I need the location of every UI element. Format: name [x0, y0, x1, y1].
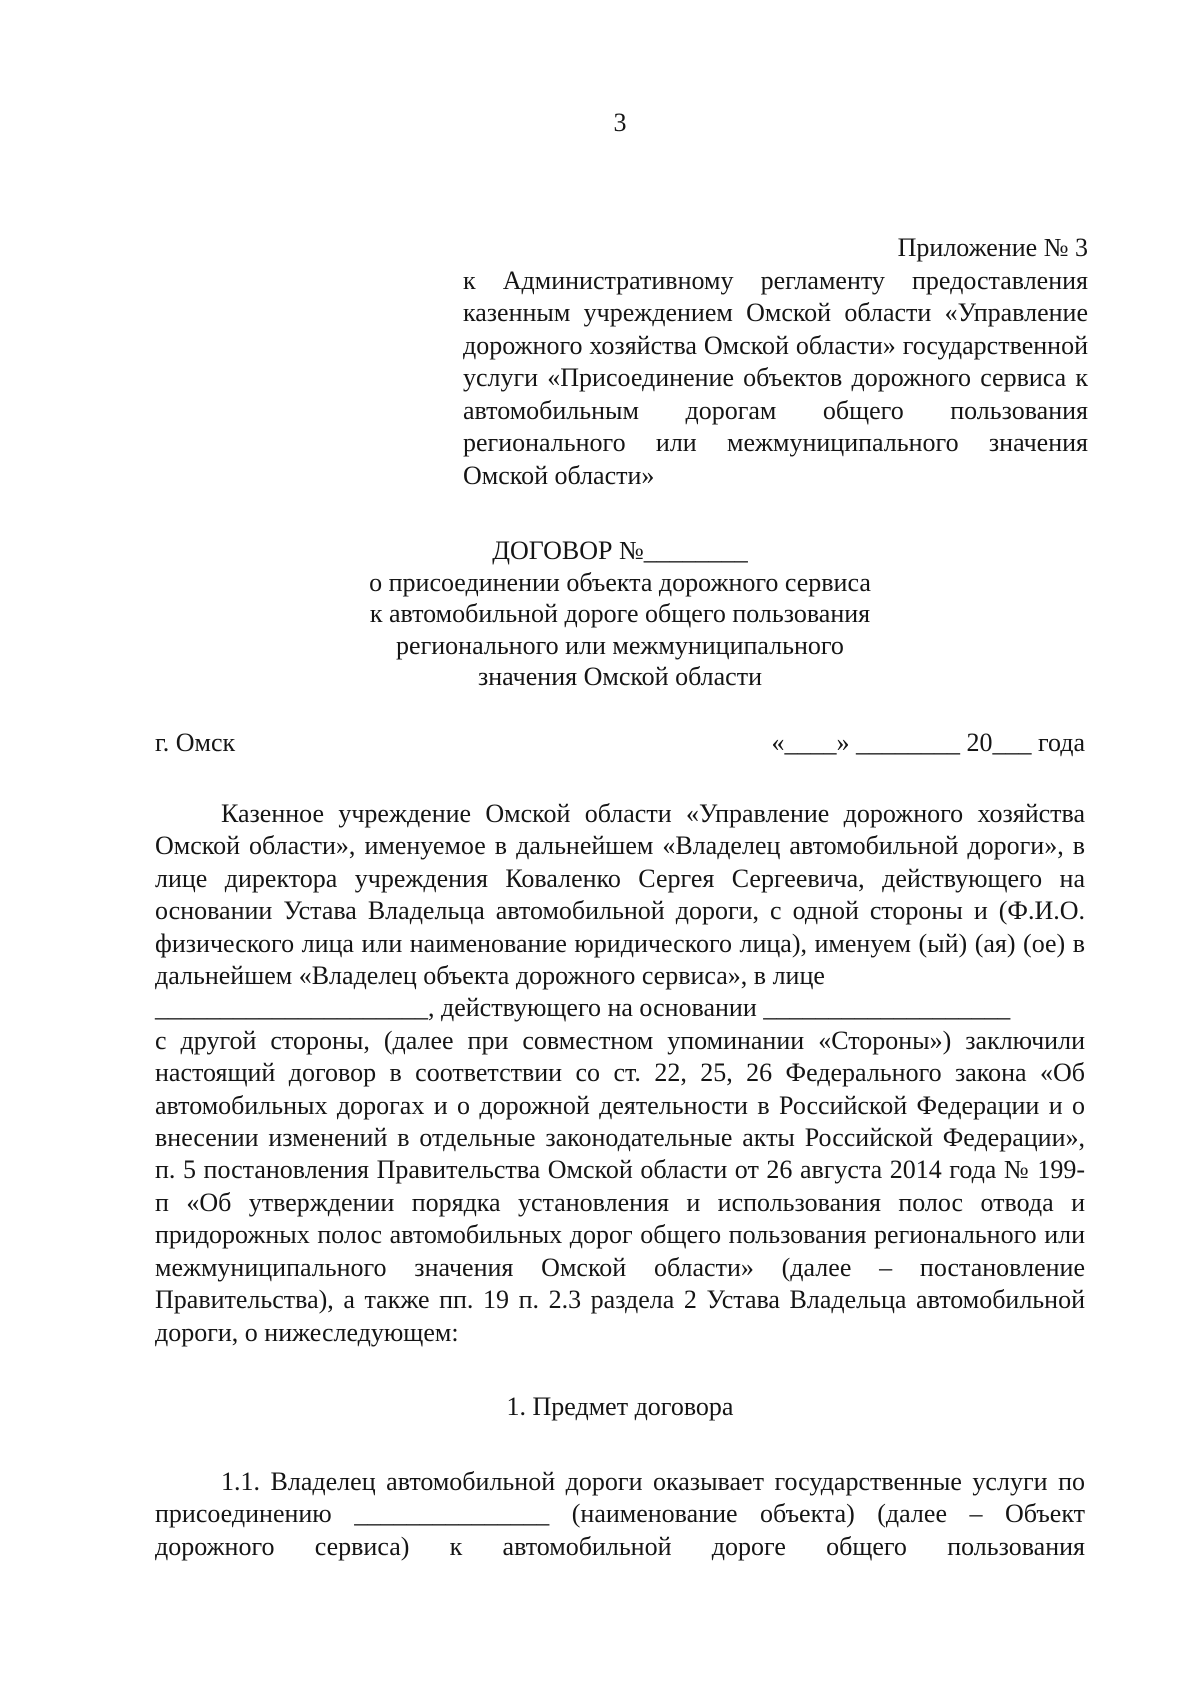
contract-preamble: [155, 798, 1085, 1349]
contract-title-block: [300, 535, 940, 693]
clause-1-1: 1.1. Владелец автомобильной дороги оказывает государственные услуги по присоединению _______________ (наименование объекта) (далее – Объект дорожного сервиса) к автомобильной дороге общего пользования: [155, 1467, 1085, 1561]
contract-title: ДОГОВОР №________: [492, 536, 748, 565]
preamble-paragraph: Казенное учреждение Омской области «Управление дорожного хозяйства Омской области», именуемое в дальнейшем «Владелец автомобильной дороги», в лице директора учреждения Коваленко Сергея Сергеевича, действующего на основании Устава Владельца автомобильной дороги, с одной стороны и (Ф.И.О. физического лица или наименование юридического лица), именуем (ый) (ая) (ое) в дальнейшем «Владелец объекта дорожного сервиса», в лице: [155, 799, 1085, 991]
appendix-block: [463, 232, 1088, 492]
appendix-title: Приложение № 3: [897, 233, 1088, 262]
preamble-blank-line: _____________________, действующего на основании ___________________: [155, 993, 1011, 1023]
contract-city: г. Омск: [155, 728, 236, 757]
place-and-date-row: [155, 728, 1085, 758]
contract-subtitle-line: о присоединении объекта дорожного сервиса: [369, 567, 871, 597]
section-heading: 1. Предмет договора: [506, 1392, 734, 1421]
contract-subtitle-line: значения Омской области: [478, 662, 762, 691]
preamble-continuation: с другой стороны, (далее при совместном упоминании «Стороны») заключили настоящий договор в соответствии со ст. 22, 25, 26 Федерального закона «Об автомобильных дорогах и о дорожной деятельности в Российской Федерации и о внесении изменений в отдельные законодательные акты Российской Федерации», п. 5 постановления Правительства Омской области от 26 августа 2014 года № 199-п «Об утверждении порядка установления и использования полос отвода и придорожных полос автомобильных дорог общего пользования регионального или межмуниципального значения Омской области» (далее – постановление Правительства), а также пп. 19 п. 2.3 раздела 2 Устава Владельца автомобильной дороги, о нижеследующем:: [155, 1025, 1085, 1347]
appendix-text: к Административному регламенту предоставления казенным учреждением Омской области «Управление дорожного хозяйства Омской области» государственной услуги «Присоединение объектов дорожного сервиса к автомобильным дорогам общего пользования регионального или межмуниципального значения Омской области»: [463, 265, 1088, 490]
contract-subtitle-line: к автомобильной дороге общего пользования: [369, 599, 871, 628]
page-number: 3: [613, 108, 627, 137]
contract-date-placeholder: «____» ________ 20___ года: [771, 728, 1085, 757]
contract-subtitle-line: регионального или межмуниципального: [396, 630, 844, 660]
